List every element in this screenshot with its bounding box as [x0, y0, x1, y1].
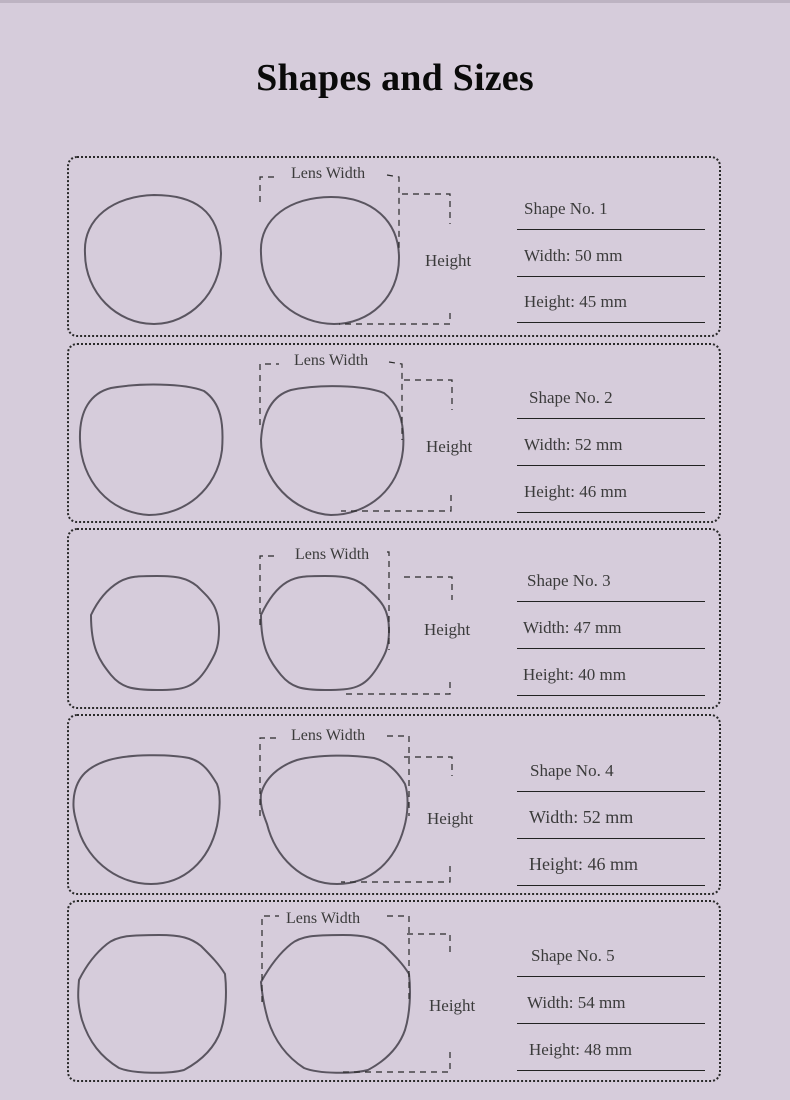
lens-shape-measured-icon	[261, 576, 389, 690]
shape-width: Width: 52 mm	[517, 419, 705, 466]
shape-number: Shape No. 4	[517, 745, 705, 792]
lens-shape-measured-icon	[261, 756, 408, 884]
shape-card-1	[67, 156, 721, 337]
page-title: Shapes and Sizes	[256, 57, 534, 99]
lens-width-label: Lens Width	[286, 910, 361, 927]
top-border	[0, 0, 790, 3]
lens-width-label: Lens Width	[295, 546, 370, 563]
lens-shape-measured-icon	[261, 935, 410, 1073]
height-label: Height	[429, 996, 476, 1015]
lens-shape-icon	[91, 576, 219, 690]
shape-card-5	[67, 900, 721, 1082]
lens-shape-icon	[78, 935, 226, 1073]
shape-width: Width: 54 mm	[517, 977, 705, 1024]
height-label: Height	[425, 251, 472, 270]
shape-number: Shape No. 1	[517, 183, 705, 230]
shape-height: Height: 40 mm	[517, 649, 705, 696]
shape-height: Height: 48 mm	[517, 1024, 705, 1071]
shape-card-2	[67, 343, 721, 523]
height-label: Height	[424, 620, 471, 639]
shape-card-4	[67, 714, 721, 895]
lens-width-label: Lens Width	[294, 352, 369, 369]
lens-width-label: Lens Width	[291, 165, 366, 182]
shape-number: Shape No. 2	[517, 372, 705, 419]
lens-shape-icon	[73, 755, 219, 884]
height-label: Height	[427, 809, 474, 828]
lens-shape-measured-icon	[261, 197, 399, 324]
shape-width: Width: 47 mm	[517, 602, 705, 649]
lens-width-label: Lens Width	[291, 727, 366, 744]
lens-shape-icon	[80, 385, 223, 515]
shape-height: Height: 45 mm	[517, 276, 705, 323]
shape-number: Shape No. 5	[517, 930, 705, 977]
shape-height: Height: 46 mm	[517, 839, 705, 886]
shape-card-3	[67, 528, 721, 709]
shape-width: Width: 50 mm	[517, 230, 705, 277]
lens-shape-measured-icon	[261, 386, 403, 515]
height-label: Height	[426, 437, 473, 456]
lens-shape-icon	[85, 195, 221, 324]
shape-width: Width: 52 mm	[517, 792, 705, 839]
shape-height: Height: 46 mm	[517, 466, 705, 513]
shape-number: Shape No. 3	[517, 555, 705, 602]
